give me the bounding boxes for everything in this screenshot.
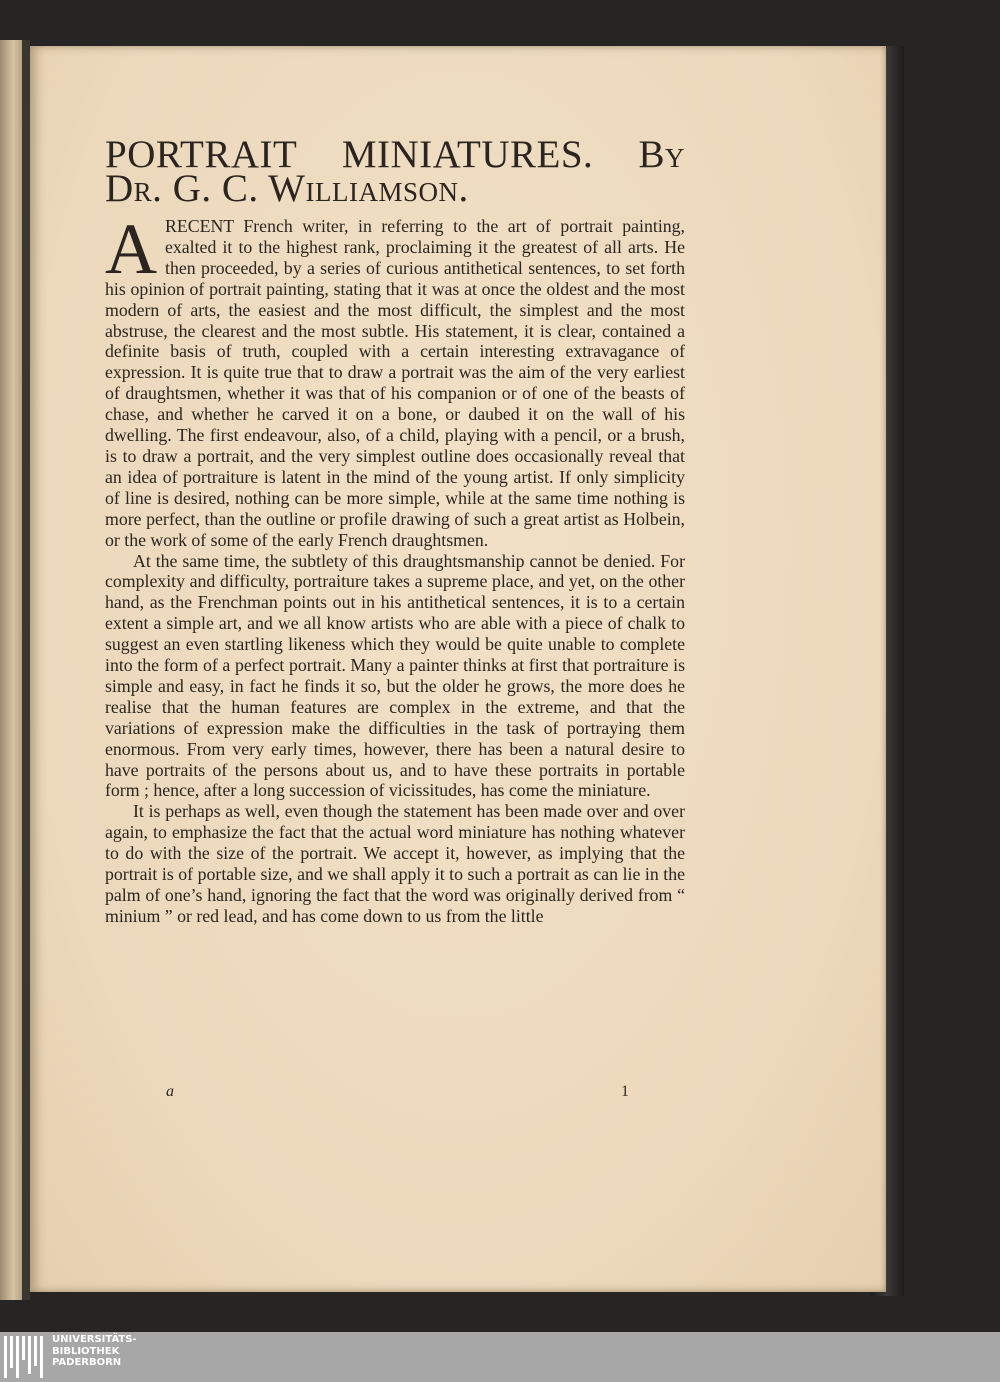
library-footer — [0, 1332, 1000, 1382]
title-by: By — [638, 133, 685, 176]
library-name-line-3: PADERBORN — [52, 1357, 122, 1368]
article — [105, 133, 685, 927]
library-logo-icon — [4, 1336, 46, 1378]
paragraph-1 — [105, 209, 685, 551]
library-name — [52, 1334, 137, 1369]
title-line-2 — [105, 167, 685, 210]
author-prefix: Dr. — [105, 167, 163, 210]
facing-page-edge — [0, 40, 22, 1300]
library-name-line-1: UNIVERSITÄTS- — [52, 1334, 137, 1345]
author-initials: G. C. — [172, 167, 259, 210]
page-number: 1 — [621, 1083, 629, 1100]
article-title — [105, 133, 685, 210]
article-body — [105, 209, 685, 927]
paragraph-3: It is perhaps as well, even though the statement has been made over and over again, to emphasize the fact that the actual word miniature has nothing whatever to do with the size of the portrait. We accept it, however, as implying that the portrait is of portable size, and we shall apply it to such a portrait as can lie in the palm of one’s hand, ignoring the fact that the word was originally derived from “ minium ” or red lead, and has come down to us from the little — [105, 801, 685, 926]
book-spine — [22, 40, 30, 1300]
drop-cap: A — [105, 209, 157, 289]
library-name-line-2: BIBLIOTHEK — [52, 1345, 120, 1357]
paragraph-1-text: RECENT French writer, in referring to the art of portrait painting, exalted it to the highest rank, proclaiming it the greatest of all arts. He then proceeded, by a series of curious antithetical sentences, to set forth his opinion of portrait painting, stating that it was at once the oldest and the most modern of arts, the easiest and the most difficult, the simplest and the most abstruse, the clearest and the most subtle. His statement, it is clear, contained a definite basis of truth, coupled with a certain interesting extravagance of expression. It is quite true that to draw a portrait was the aim of the very earliest of draughtsmen, whether it was that of his companion or of one of the beasts of chase, and whether he carved it on a bone, or daubed it on the wall of his dwelling. The first endeavour, also, of a child, playing with a pencil, or a brush, is to draw a portrait, and the very simplest outline does occasionally reveal that an idea of portraiture is latent in the mind of the young artist. If only simplicity of line is desired, nothing can be more simple, while at the same time nothing is more perfect, than the outline or profile drawing of such a great artist as Holbein, or the work of some of the early French draughtsmen. — [105, 216, 685, 550]
author-surname: Williamson. — [268, 167, 469, 210]
paragraph-2: At the same time, the subtlety of this draughtsmanship cannot be denied. For complexity and difficulty, portraiture takes a supreme place, and yet, on the other hand, as the Frenchman points out in his antithetical sentences, it is to a certain extent a simple art, and we all know artists who are able with a piece of chalk to suggest an even startling likeness which they would be quite unable to complete into the form of a perfect portrait. Many a painter thinks at first that portraiture is simple and easy, in fact he finds it so, but the older he grows, the more does he realise that the human features are complex in the extreme, and that the variations of expression make the difficulties in the task of portraying them enormous. From very early times, however, there has been a natural desire to have portraits of the persons about us, and to have these portraits in portable form ; hence, after a long succession of vicissitudes, has come the miniature. — [105, 550, 685, 801]
title-text: PORTRAIT MINIATURES. — [105, 133, 594, 176]
signature-mark: a — [166, 1083, 174, 1100]
